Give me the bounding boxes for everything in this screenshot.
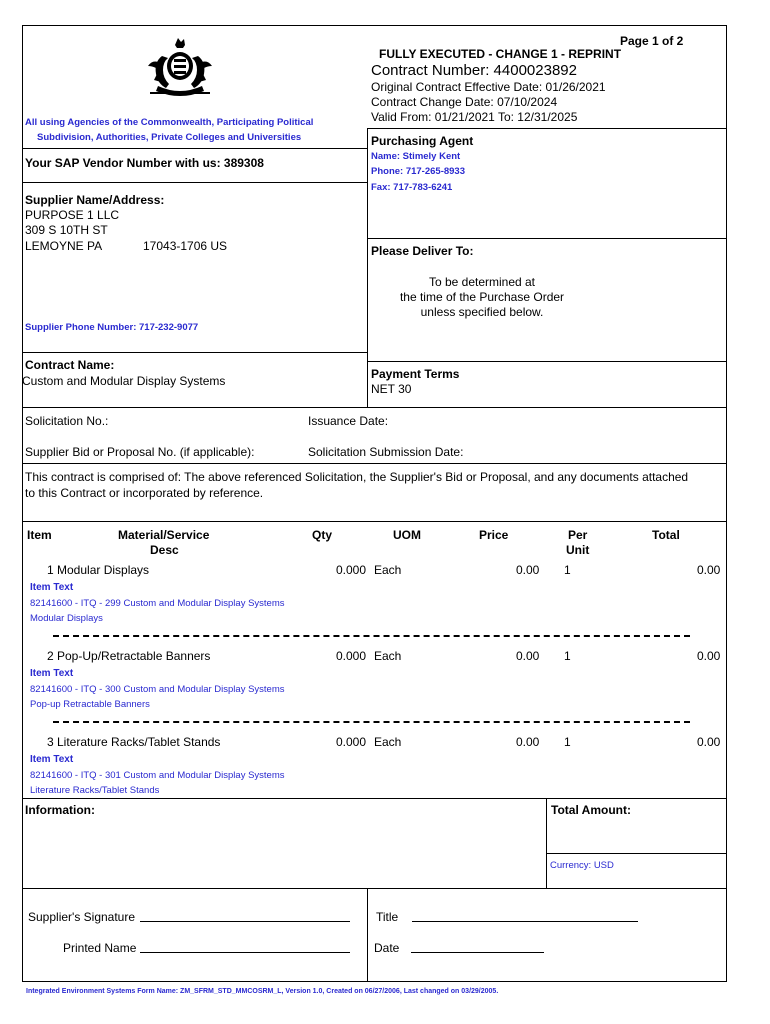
row-per: 1 — [564, 735, 571, 749]
printed-name-line[interactable] — [140, 942, 350, 953]
row-uom: Each — [374, 563, 402, 577]
original-effective-date: Original Contract Effective Date: 01/26/2021 — [371, 80, 606, 94]
col-uom: UOM — [393, 528, 421, 542]
item-text-label: Item Text — [30, 754, 74, 765]
row-qty: 0.000 — [336, 649, 367, 663]
payment-terms-title: Payment Terms — [371, 367, 460, 381]
supplier-title: Supplier Name/Address: — [25, 193, 165, 207]
item-text-label: Item Text — [30, 582, 74, 593]
divider — [22, 182, 367, 183]
commonwealth-seal-icon — [140, 36, 220, 100]
contract-number: Contract Number: 4400023892 — [371, 62, 577, 79]
center-divider-top — [367, 128, 368, 407]
row-desc: 3 Literature Racks/Tablet Stands — [47, 735, 221, 749]
divider — [22, 463, 727, 464]
divider — [22, 798, 727, 799]
divider — [367, 128, 727, 129]
agent-fax: Fax: 717-783-6241 — [371, 182, 453, 193]
row-price: 0.00 — [516, 563, 540, 577]
supplier-zip: 17043-1706 US — [143, 239, 228, 253]
row-separator — [53, 635, 690, 637]
row-separator — [53, 721, 690, 723]
supplier-bid-no: Supplier Bid or Proposal No. (if applicable): — [25, 445, 255, 459]
deliver-title: Please Deliver To: — [371, 244, 474, 258]
comprised-line-2: to this Contract or incorporated by reference. — [25, 486, 264, 500]
row-total: 0.00 — [697, 563, 721, 577]
col-price: Price — [479, 528, 509, 542]
payment-terms-value: NET 30 — [371, 382, 412, 396]
divider — [22, 148, 367, 149]
contract-status: FULLY EXECUTED - CHANGE 1 - REPRINT — [379, 47, 622, 61]
divider — [22, 407, 727, 408]
purchasing-agent-title: Purchasing Agent — [371, 134, 474, 148]
row-price: 0.00 — [516, 735, 540, 749]
supplier-signature-label: Supplier's Signature — [28, 910, 136, 924]
row-desc: 2 Pop-Up/Retractable Banners — [47, 649, 211, 663]
col-item: Item — [27, 528, 52, 542]
row-price: 0.00 — [516, 649, 540, 663]
row-qty: 0.000 — [336, 735, 367, 749]
issuance-date: Issuance Date: — [308, 414, 389, 428]
item-text-line-2: Modular Displays — [30, 613, 103, 624]
valid-range: Valid From: 01/21/2021 To: 12/31/2025 — [371, 110, 578, 124]
signature-divider — [367, 888, 368, 982]
row-total: 0.00 — [697, 649, 721, 663]
supplier-phone: Supplier Phone Number: 717-232-9077 — [25, 322, 199, 333]
row-total: 0.00 — [697, 735, 721, 749]
total-divider — [546, 798, 547, 888]
item-text-line-1: 82141600 - ITQ - 300 Custom and Modular Display Systems — [30, 684, 285, 695]
solicitation-no: Solicitation No.: — [25, 414, 109, 428]
divider — [367, 361, 727, 362]
page-number: Page 1 of 2 — [620, 34, 684, 48]
title-label: Title — [376, 910, 399, 924]
item-text-label: Item Text — [30, 668, 74, 679]
information-title: Information: — [25, 803, 95, 817]
divider — [22, 521, 727, 522]
printed-name-label: Printed Name — [63, 941, 137, 955]
col-material: Material/Service — [118, 528, 210, 542]
item-text-line-1: 82141600 - ITQ - 299 Custom and Modular Display Systems — [30, 598, 285, 609]
supplier-name: PURPOSE 1 LLC — [25, 208, 120, 222]
row-uom: Each — [374, 735, 402, 749]
contract-name-title: Contract Name: — [25, 358, 115, 372]
item-text-line-2: Literature Racks/Tablet Stands — [30, 785, 160, 796]
title-line[interactable] — [412, 911, 638, 922]
divider — [546, 853, 727, 854]
deliver-line-2: the time of the Purchase Order — [399, 290, 565, 304]
total-amount-title: Total Amount: — [551, 803, 631, 817]
agent-name: Name: Stimely Kent — [371, 151, 461, 162]
row-desc: 1 Modular Displays — [47, 563, 150, 577]
form-footer: Integrated Environment Systems Form Name: ZM_SFRM_STD_MMCOSRM_L, Version 1.0, Created on 06/27/2006, Last changed on 03/29/2005. — [26, 988, 499, 995]
item-text-line-2: Pop-up Retractable Banners — [30, 699, 150, 710]
supplier-city: LEMOYNE PA — [25, 239, 103, 253]
row-per: 1 — [564, 649, 571, 663]
deliver-line-3: unless specified below. — [420, 305, 544, 319]
col-desc: Desc — [150, 543, 179, 557]
col-unit: Unit — [566, 543, 590, 557]
col-qty: Qty — [312, 528, 333, 542]
deliver-line-1: To be determined at — [428, 275, 536, 289]
contract-name-value: Custom and Modular Display Systems — [22, 374, 226, 388]
divider — [367, 238, 727, 239]
row-per: 1 — [564, 563, 571, 577]
divider — [22, 888, 727, 889]
date-line[interactable] — [411, 942, 544, 953]
divider — [22, 352, 367, 353]
row-uom: Each — [374, 649, 402, 663]
agencies-line-2: Subdivision, Authorities, Private Colleges and Universities — [37, 132, 302, 143]
row-qty: 0.000 — [336, 563, 367, 577]
item-text-line-1: 82141600 - ITQ - 301 Custom and Modular Display Systems — [30, 770, 285, 781]
agent-phone: Phone: 717-265-8933 — [371, 166, 465, 177]
supplier-street: 309 S 10TH ST — [25, 223, 108, 237]
supplier-signature-line[interactable] — [140, 911, 350, 922]
col-total: Total — [652, 528, 680, 542]
comprised-line-1: This contract is comprised of: The above referenced Solicitation, the Supplier's Bid or Proposal, and any documents attached — [25, 470, 689, 484]
col-per: Per — [568, 528, 588, 542]
agencies-line-1: All using Agencies of the Commonwealth, Participating Political — [25, 117, 314, 128]
date-label: Date — [374, 941, 400, 955]
currency: Currency: USD — [550, 860, 614, 871]
vendor-number: Your SAP Vendor Number with us: 389308 — [25, 156, 264, 170]
contract-change-date: Contract Change Date: 07/10/2024 — [371, 95, 558, 109]
submission-date: Solicitation Submission Date: — [308, 445, 464, 459]
